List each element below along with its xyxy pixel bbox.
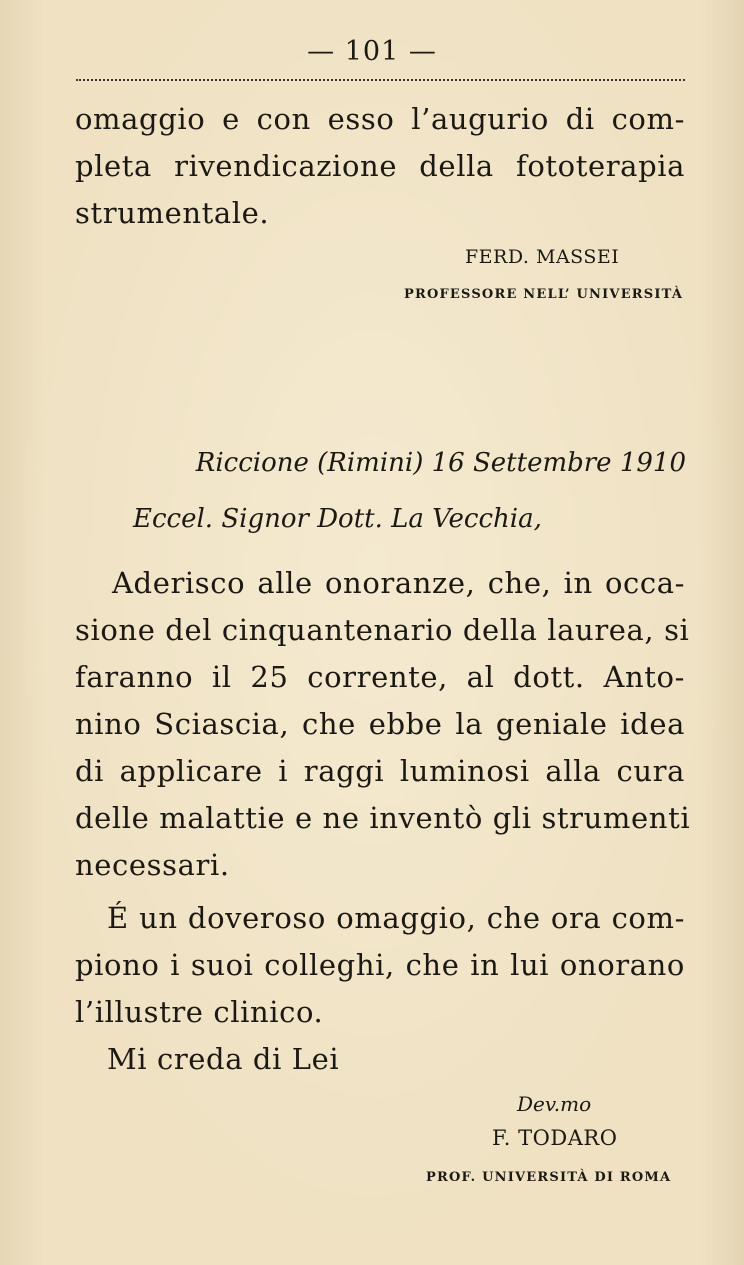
text-line: É un doveroso omaggio, che ora com- bbox=[107, 901, 685, 935]
text-line: piono i suoi colleghi, che in lui onorano bbox=[75, 948, 685, 982]
signature-name-massei: FERD. MASSEI bbox=[465, 246, 620, 268]
text-line: sione del cinquantenario della laurea, si bbox=[75, 613, 690, 647]
text-line: omaggio e con esso l’augurio di com- bbox=[75, 102, 685, 136]
text-line: di applicare i raggi luminosi alla cura bbox=[75, 754, 685, 788]
text-line: pleta rivendicazione della fototerapia bbox=[75, 149, 685, 183]
page-number: — 101 — bbox=[307, 36, 437, 67]
letter2-paragraph-2 bbox=[75, 895, 685, 1036]
text-line: necessari. bbox=[75, 848, 230, 882]
text-line: delle malattie e ne inventò gli strumenti bbox=[75, 801, 691, 835]
signature-title-todaro: PROF. UNIVERSITÀ DI ROMA bbox=[426, 1170, 672, 1185]
signature-name-todaro: F. TODARO bbox=[492, 1126, 618, 1150]
text-line: strumentale. bbox=[75, 196, 270, 230]
letter2-paragraph-1 bbox=[75, 560, 691, 889]
text-line: Aderisco alle onoranze, che, in occa- bbox=[112, 566, 685, 600]
header-rule bbox=[76, 79, 685, 81]
letter1-text bbox=[75, 96, 685, 237]
valediction: Dev.mo bbox=[517, 1092, 592, 1116]
dateline: Riccione (Rimini) 16 Settembre 1910 bbox=[195, 448, 686, 478]
salutation: Eccel. Signor Dott. La Vecchia, bbox=[133, 504, 542, 534]
text-line: l’illustre clinico. bbox=[75, 995, 324, 1029]
signature-title-massei: PROFESSORE NELL’ UNIVERSITÀ bbox=[404, 287, 684, 302]
text-line: nino Sciascia, che ebbe la geniale idea bbox=[75, 707, 685, 741]
closing: Mi creda di Lei bbox=[107, 1042, 340, 1076]
text-line: faranno il 25 corrente, al dott. Anto- bbox=[75, 660, 685, 694]
